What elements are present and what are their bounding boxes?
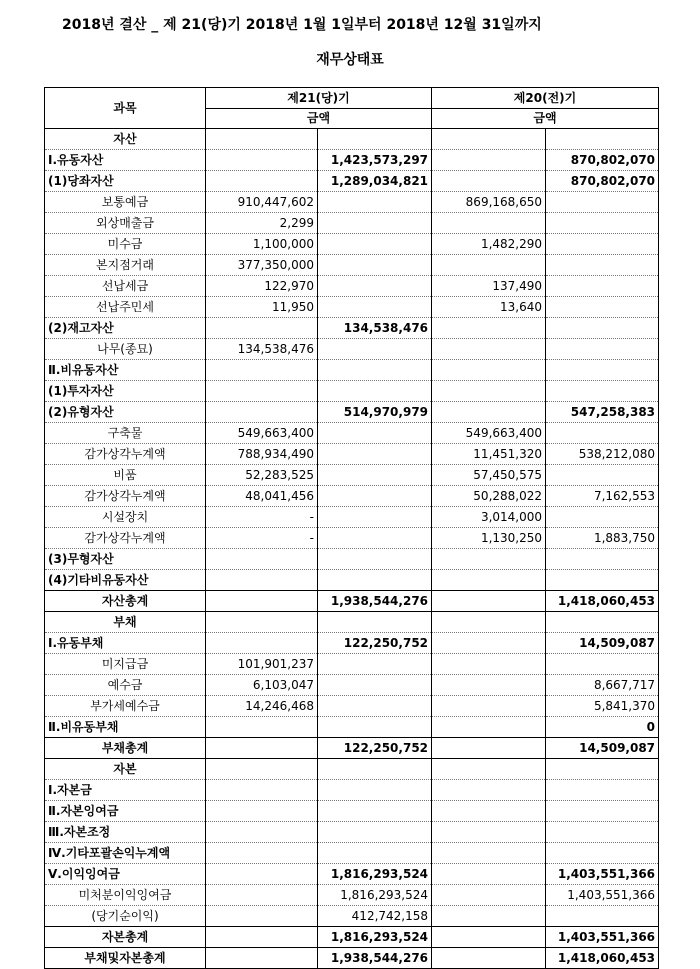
current-subtotal-amount: 1,423,573,297 [318,150,432,171]
current-subtotal-amount: 1,816,293,524 [318,927,432,948]
table-row [45,927,659,948]
previous-detail-amount [432,780,546,801]
row-label: Ⅳ.기타포괄손익누계액 [45,843,206,864]
table-row [45,360,659,381]
table-row [45,276,659,297]
current-detail-amount: 377,350,000 [206,255,318,276]
table-row [45,255,659,276]
current-detail-amount [206,801,318,822]
row-label: 보통예금 [45,192,206,213]
table-row [45,591,659,612]
row-label: (4)기타비유동자산 [45,570,206,591]
table-row [45,738,659,759]
previous-detail-amount [432,612,546,633]
previous-subtotal-amount: 1,418,060,453 [546,948,659,969]
current-detail-amount: - [206,528,318,549]
table-row [45,234,659,255]
previous-subtotal-amount [546,549,659,570]
previous-subtotal-amount: 1,403,551,366 [546,927,659,948]
current-subtotal-amount: 1,816,293,524 [318,864,432,885]
previous-detail-amount [432,654,546,675]
current-detail-amount [206,381,318,402]
table-row [45,759,659,780]
current-subtotal-amount [318,843,432,864]
previous-subtotal-amount: 0 [546,717,659,738]
previous-subtotal-amount [546,213,659,234]
row-label: 자산 [45,129,206,150]
current-detail-amount [206,402,318,423]
previous-detail-amount [432,906,546,927]
row-label: 선납세금 [45,276,206,297]
current-detail-amount: 122,970 [206,276,318,297]
previous-subtotal-amount: 1,883,750 [546,528,659,549]
current-detail-amount [206,633,318,654]
row-label: Ⅱ.자본잉여금 [45,801,206,822]
row-label: 구축물 [45,423,206,444]
current-subtotal-amount [318,129,432,150]
table-row [45,780,659,801]
row-label: 부채및자본총계 [45,948,206,969]
row-label: 감가상각누계액 [45,528,206,549]
previous-detail-amount: 3,014,000 [432,507,546,528]
current-subtotal-amount [318,612,432,633]
table-row [45,192,659,213]
table-row [45,150,659,171]
current-subtotal-amount: 1,289,034,821 [318,171,432,192]
row-label: Ⅱ.비유동자산 [45,360,206,381]
current-detail-amount [206,759,318,780]
previous-detail-amount [432,318,546,339]
table-row [45,675,659,696]
current-detail-amount: 101,901,237 [206,654,318,675]
current-subtotal-amount [318,549,432,570]
previous-subtotal-amount [546,276,659,297]
previous-subtotal-amount [546,465,659,486]
previous-detail-amount [432,801,546,822]
previous-subtotal-amount: 8,667,717 [546,675,659,696]
table-row [45,423,659,444]
previous-detail-amount [432,381,546,402]
row-label: Ⅱ.비유동부채 [45,717,206,738]
row-label: Ⅰ.유동자산 [45,150,206,171]
previous-subtotal-amount [546,339,659,360]
table-row [45,696,659,717]
previous-detail-amount [432,864,546,885]
previous-subtotal-amount [546,423,659,444]
current-subtotal-amount [318,297,432,318]
previous-detail-amount: 50,288,022 [432,486,546,507]
current-detail-amount [206,171,318,192]
table-row [45,843,659,864]
current-detail-amount [206,318,318,339]
table-row [45,486,659,507]
row-label: 감가상각누계액 [45,444,206,465]
row-label: 예수금 [45,675,206,696]
row-label: 자산총계 [45,591,206,612]
table-row [45,612,659,633]
current-detail-amount: 910,447,602 [206,192,318,213]
table-row [45,465,659,486]
current-subtotal-amount [318,276,432,297]
current-detail-amount [206,822,318,843]
current-detail-amount [206,927,318,948]
previous-detail-amount [432,738,546,759]
row-label: 본지점거래 [45,255,206,276]
current-detail-amount: 6,103,047 [206,675,318,696]
previous-detail-amount [432,822,546,843]
report-heading: 2018년 결산 _ 제 21(당)기 2018년 1월 1일부터 2018년 12월 31일까지 [62,17,542,33]
previous-detail-amount: 13,640 [432,297,546,318]
table-row [45,654,659,675]
current-subtotal-amount: 514,970,979 [318,402,432,423]
previous-detail-amount [432,696,546,717]
current-detail-amount [206,591,318,612]
previous-subtotal-amount [546,318,659,339]
previous-subtotal-amount [546,255,659,276]
current-detail-amount [206,549,318,570]
row-label: (3)무형자산 [45,549,206,570]
table-row [45,129,659,150]
table-row [45,822,659,843]
current-subtotal-amount [318,570,432,591]
previous-subtotal-amount [546,822,659,843]
current-subtotal-amount: 122,250,752 [318,738,432,759]
previous-subtotal-amount [546,129,659,150]
row-label: 부채 [45,612,206,633]
current-subtotal-amount: 1,816,293,524 [318,885,432,906]
table-row [45,171,659,192]
row-label: 부채총계 [45,738,206,759]
current-subtotal-amount: 122,250,752 [318,633,432,654]
current-subtotal-amount [318,801,432,822]
current-detail-amount: 52,283,525 [206,465,318,486]
row-label: (당기순이익) [45,906,206,927]
previous-subtotal-amount [546,507,659,528]
previous-subtotal-amount: 870,802,070 [546,171,659,192]
header-current-amount: 금액 [206,109,432,129]
row-label: 미처분이익잉여금 [45,885,206,906]
row-label: (2)유형자산 [45,402,206,423]
row-label: (1)당좌자산 [45,171,206,192]
current-subtotal-amount [318,423,432,444]
row-label: 감가상각누계액 [45,486,206,507]
current-detail-amount [206,360,318,381]
table-row [45,633,659,654]
row-label: 자본총계 [45,927,206,948]
row-label: 선납주민세 [45,297,206,318]
row-label: (1)투자자산 [45,381,206,402]
row-label: Ⅰ.유동부채 [45,633,206,654]
previous-detail-amount [432,339,546,360]
current-detail-amount [206,843,318,864]
row-label: Ⅰ.자본금 [45,780,206,801]
previous-subtotal-amount: 547,258,383 [546,402,659,423]
previous-detail-amount: 11,451,320 [432,444,546,465]
row-label: 시설장치 [45,507,206,528]
previous-subtotal-amount: 870,802,070 [546,150,659,171]
current-detail-amount: 1,100,000 [206,234,318,255]
previous-subtotal-amount [546,297,659,318]
current-detail-amount: 11,950 [206,297,318,318]
current-subtotal-amount [318,780,432,801]
table-row [45,570,659,591]
previous-detail-amount: 137,490 [432,276,546,297]
previous-subtotal-amount [546,654,659,675]
current-detail-amount [206,885,318,906]
table-row [45,381,659,402]
table-row [45,801,659,822]
current-detail-amount [206,780,318,801]
row-label: 나무(종묘) [45,339,206,360]
previous-detail-amount: 1,482,290 [432,234,546,255]
table-header-row [45,88,659,109]
current-subtotal-amount [318,822,432,843]
previous-detail-amount [432,171,546,192]
table-row [45,864,659,885]
previous-detail-amount [432,213,546,234]
current-subtotal-amount [318,528,432,549]
current-subtotal-amount [318,444,432,465]
current-detail-amount [206,738,318,759]
current-detail-amount: 134,538,476 [206,339,318,360]
previous-subtotal-amount [546,234,659,255]
previous-detail-amount [432,717,546,738]
table-row [45,444,659,465]
table-row [45,507,659,528]
current-subtotal-amount: 1,938,544,276 [318,591,432,612]
previous-subtotal-amount [546,381,659,402]
previous-detail-amount [432,570,546,591]
row-label: 미지급금 [45,654,206,675]
document-title: 재무상태표 [316,52,384,68]
current-detail-amount [206,717,318,738]
current-detail-amount: 549,663,400 [206,423,318,444]
previous-subtotal-amount [546,759,659,780]
current-subtotal-amount: 134,538,476 [318,318,432,339]
previous-subtotal-amount [546,570,659,591]
previous-detail-amount [432,150,546,171]
previous-subtotal-amount: 14,509,087 [546,738,659,759]
current-detail-amount: - [206,507,318,528]
header-previous-period: 제20(전)기 [432,88,659,109]
previous-subtotal-amount: 1,418,060,453 [546,591,659,612]
current-detail-amount: 14,246,468 [206,696,318,717]
current-subtotal-amount [318,717,432,738]
previous-detail-amount [432,927,546,948]
row-label: Ⅴ.이익잉여금 [45,864,206,885]
header-current-period: 제21(당)기 [206,88,432,109]
previous-subtotal-amount: 538,212,080 [546,444,659,465]
previous-detail-amount [432,843,546,864]
previous-subtotal-amount [546,906,659,927]
previous-detail-amount: 1,130,250 [432,528,546,549]
previous-subtotal-amount: 1,403,551,366 [546,864,659,885]
current-subtotal-amount [318,486,432,507]
table-row [45,948,659,969]
current-detail-amount [206,906,318,927]
current-subtotal-amount [318,465,432,486]
previous-subtotal-amount: 14,509,087 [546,633,659,654]
previous-detail-amount [432,885,546,906]
previous-detail-amount: 549,663,400 [432,423,546,444]
row-label: 외상매출금 [45,213,206,234]
current-subtotal-amount [318,339,432,360]
previous-subtotal-amount: 1,403,551,366 [546,885,659,906]
current-subtotal-amount [318,507,432,528]
previous-subtotal-amount [546,360,659,381]
previous-subtotal-amount [546,780,659,801]
row-label: Ⅲ.자본조정 [45,822,206,843]
header-item: 과목 [45,88,206,129]
previous-detail-amount [432,360,546,381]
current-detail-amount: 2,299 [206,213,318,234]
previous-detail-amount: 57,450,575 [432,465,546,486]
current-detail-amount: 48,041,456 [206,486,318,507]
previous-detail-amount [432,129,546,150]
previous-detail-amount [432,759,546,780]
current-subtotal-amount [318,696,432,717]
current-subtotal-amount [318,192,432,213]
table-row [45,213,659,234]
current-subtotal-amount [318,360,432,381]
table-row [45,717,659,738]
current-subtotal-amount [318,675,432,696]
current-subtotal-amount [318,381,432,402]
previous-subtotal-amount: 5,841,370 [546,696,659,717]
row-label: 비품 [45,465,206,486]
table-row [45,528,659,549]
previous-subtotal-amount [546,801,659,822]
previous-subtotal-amount: 7,162,553 [546,486,659,507]
table-row [45,318,659,339]
current-detail-amount [206,948,318,969]
table-row [45,297,659,318]
row-label: (2)재고자산 [45,318,206,339]
previous-detail-amount [432,591,546,612]
current-detail-amount [206,570,318,591]
previous-subtotal-amount [546,192,659,213]
current-detail-amount [206,129,318,150]
current-subtotal-amount: 1,938,544,276 [318,948,432,969]
current-subtotal-amount [318,759,432,780]
current-detail-amount [206,150,318,171]
previous-detail-amount [432,402,546,423]
previous-detail-amount [432,633,546,654]
current-subtotal-amount [318,654,432,675]
balance-sheet-table [44,87,659,969]
current-detail-amount [206,864,318,885]
row-label: 미수금 [45,234,206,255]
previous-subtotal-amount [546,843,659,864]
previous-detail-amount [432,948,546,969]
header-previous-amount: 금액 [432,109,659,129]
current-subtotal-amount [318,213,432,234]
current-subtotal-amount [318,234,432,255]
previous-detail-amount [432,255,546,276]
current-detail-amount [206,612,318,633]
table-row [45,549,659,570]
table-row [45,339,659,360]
table-row [45,885,659,906]
table-row [45,906,659,927]
previous-subtotal-amount [546,612,659,633]
previous-detail-amount [432,549,546,570]
previous-detail-amount: 869,168,650 [432,192,546,213]
row-label: 자본 [45,759,206,780]
table-row [45,402,659,423]
row-label: 부가세예수금 [45,696,206,717]
current-subtotal-amount: 412,742,158 [318,906,432,927]
previous-detail-amount [432,675,546,696]
current-subtotal-amount [318,255,432,276]
current-detail-amount: 788,934,490 [206,444,318,465]
